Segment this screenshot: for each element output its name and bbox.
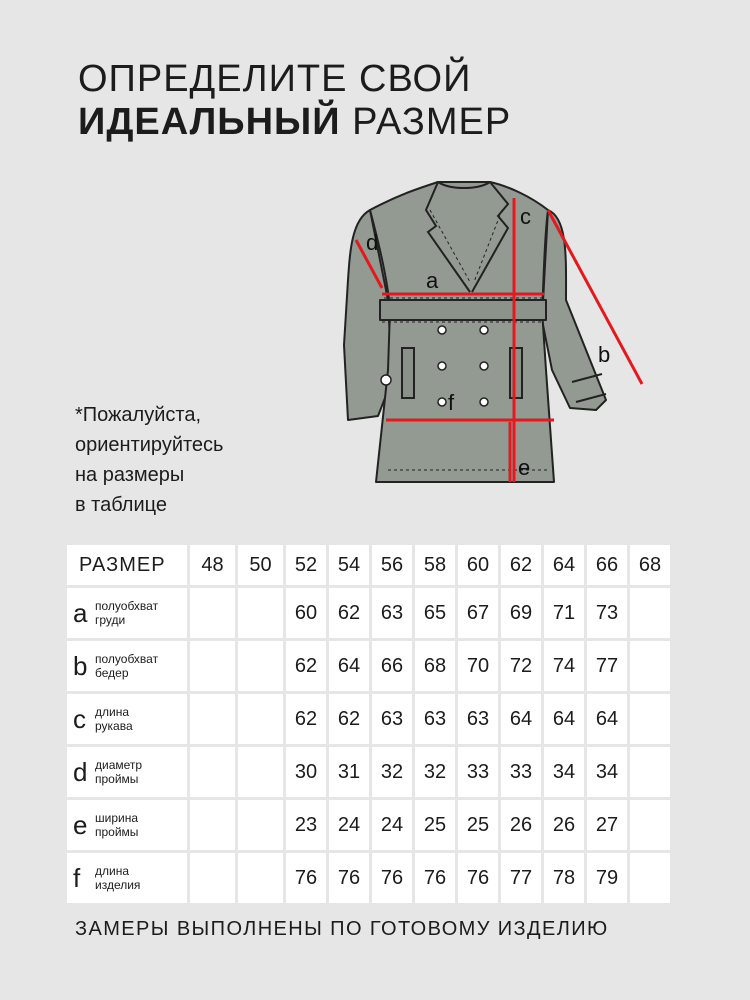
left-pocket: [402, 348, 414, 398]
size-chart-table: [64, 545, 673, 903]
value-cell: 65: [415, 585, 455, 638]
measure-description: [95, 705, 133, 733]
description-line: проймы: [95, 825, 139, 839]
value-cell: [190, 850, 235, 903]
header-label: РАЗМЕР: [79, 553, 166, 576]
value-cell: 24: [372, 797, 412, 850]
table-row: [67, 691, 670, 744]
value-cell: 30: [286, 744, 326, 797]
header-size: 62: [501, 545, 541, 585]
value-cell: 64: [501, 691, 541, 744]
header-size: 48: [190, 545, 235, 585]
value-cell: [238, 585, 283, 638]
value-cell: 73: [587, 585, 627, 638]
waist-band: [380, 300, 546, 320]
value-cell: 76: [286, 850, 326, 903]
title-bold-word: ИДЕАЛЬНЫЙ: [78, 101, 341, 143]
measure-label-cell: [67, 850, 187, 903]
measure-label-cell: [67, 797, 187, 850]
value-cell: 70: [458, 638, 498, 691]
diagram-label-a: a: [426, 268, 439, 293]
value-cell: 25: [415, 797, 455, 850]
value-cell: 32: [415, 744, 455, 797]
value-cell: 69: [501, 585, 541, 638]
header-size: 54: [329, 545, 369, 585]
right-pocket: [510, 348, 522, 398]
note-line: на размеры: [75, 464, 185, 486]
value-cell: 76: [372, 850, 412, 903]
value-cell: 63: [458, 691, 498, 744]
header-label-cell: [67, 545, 187, 585]
description-line: диаметр: [95, 758, 143, 772]
table-row: [67, 585, 670, 638]
value-cell: [238, 797, 283, 850]
page-title-line2: [78, 103, 511, 141]
measure-description: [95, 599, 158, 627]
description-line: проймы: [95, 772, 139, 786]
value-cell: [190, 744, 235, 797]
value-cell: 33: [458, 744, 498, 797]
value-cell: [238, 744, 283, 797]
value-cell: [190, 585, 235, 638]
value-cell: 68: [415, 638, 455, 691]
diagram-label-d: d: [366, 230, 379, 255]
value-cell: 34: [587, 744, 627, 797]
measure-letter: e: [73, 810, 88, 840]
value-cell: 26: [544, 797, 584, 850]
value-cell: 79: [587, 850, 627, 903]
value-cell: [630, 691, 670, 744]
measure-letter: d: [73, 757, 88, 787]
diagram-label-e: e: [518, 455, 531, 480]
value-cell: 76: [329, 850, 369, 903]
description-line: груди: [95, 613, 126, 627]
footer-note: ЗАМЕРЫ ВЫПОЛНЕНЫ ПО ГОТОВОМУ ИЗДЕЛИЮ: [75, 918, 609, 940]
table-header-row: [67, 545, 670, 585]
value-cell: 26: [501, 797, 541, 850]
value-cell: 25: [458, 797, 498, 850]
value-cell: 64: [544, 691, 584, 744]
measure-description: [95, 811, 138, 839]
value-cell: [630, 638, 670, 691]
measure-label-cell: [67, 744, 187, 797]
measure-letter: b: [73, 651, 88, 681]
size-note: [75, 400, 335, 520]
description-line: длина: [95, 864, 130, 878]
header-size: 52: [286, 545, 326, 585]
value-cell: 63: [372, 585, 412, 638]
title-rest-word: РАЗМЕР: [352, 101, 512, 143]
value-cell: 31: [329, 744, 369, 797]
note-line: в таблице: [75, 494, 167, 516]
value-cell: 32: [372, 744, 412, 797]
diagram-label-c: c: [520, 204, 531, 229]
note-line: ориентируйтесь: [75, 434, 224, 456]
measure-label: [67, 864, 187, 892]
measure-label-cell: [67, 585, 187, 638]
measure-letter: f: [73, 863, 81, 893]
value-cell: 71: [544, 585, 584, 638]
value-cell: 74: [544, 638, 584, 691]
measure-label-cell: [67, 691, 187, 744]
value-cell: 63: [372, 691, 412, 744]
value-cell: [190, 797, 235, 850]
table-row: [67, 797, 670, 850]
note-line: *Пожалуйста,: [75, 404, 202, 426]
value-cell: [190, 691, 235, 744]
value-cell: 78: [544, 850, 584, 903]
measure-description: [95, 652, 158, 680]
measure-label: [67, 599, 187, 627]
right-sleeve: [542, 210, 606, 410]
value-cell: 77: [587, 638, 627, 691]
description-line: полуобхват: [95, 652, 159, 666]
value-cell: 64: [329, 638, 369, 691]
value-cell: [190, 638, 235, 691]
diagram-label-b: b: [598, 342, 611, 367]
value-cell: 77: [501, 850, 541, 903]
value-cell: 72: [501, 638, 541, 691]
header-size: 56: [372, 545, 412, 585]
value-cell: 62: [329, 691, 369, 744]
value-cell: 76: [458, 850, 498, 903]
header-size: 64: [544, 545, 584, 585]
value-cell: 67: [458, 585, 498, 638]
value-cell: [238, 638, 283, 691]
description-line: длина: [95, 705, 130, 719]
header-size: 60: [458, 545, 498, 585]
header-size: 68: [630, 545, 670, 585]
value-cell: 60: [286, 585, 326, 638]
value-cell: [630, 797, 670, 850]
value-cell: 76: [415, 850, 455, 903]
measure-letter: a: [73, 598, 88, 628]
description-line: полуобхват: [95, 599, 159, 613]
value-cell: [630, 744, 670, 797]
value-cell: [630, 585, 670, 638]
header-size: 66: [587, 545, 627, 585]
description-line: бедер: [95, 666, 129, 680]
value-cell: 34: [544, 744, 584, 797]
table-row: [67, 638, 670, 691]
description-line: рукава: [95, 719, 133, 733]
description-line: изделия: [95, 878, 141, 892]
measure-letter: c: [73, 704, 86, 734]
description-line: ширина: [95, 811, 139, 825]
measure-label-cell: [67, 638, 187, 691]
page-title-line1: ОПРЕДЕЛИТЕ СВОЙ: [78, 58, 472, 100]
measure-description: [95, 758, 142, 786]
measure-label: [67, 758, 187, 786]
value-cell: 64: [587, 691, 627, 744]
value-cell: 27: [587, 797, 627, 850]
value-cell: [238, 850, 283, 903]
value-cell: 63: [415, 691, 455, 744]
value-cell: [630, 850, 670, 903]
diagram-label-f: f: [448, 390, 455, 415]
value-cell: [238, 691, 283, 744]
coat-diagram: [330, 170, 650, 490]
measure-label: [67, 705, 187, 733]
measure-label: [67, 652, 187, 680]
header-size: 50: [238, 545, 283, 585]
value-cell: 62: [286, 638, 326, 691]
table-row: [67, 850, 670, 903]
value-cell: 23: [286, 797, 326, 850]
value-cell: 62: [329, 585, 369, 638]
value-cell: 62: [286, 691, 326, 744]
header-size: 58: [415, 545, 455, 585]
value-cell: 24: [329, 797, 369, 850]
measure-description: [95, 864, 140, 892]
table-row: [67, 744, 670, 797]
measure-label: [67, 811, 187, 839]
value-cell: 66: [372, 638, 412, 691]
value-cell: 33: [501, 744, 541, 797]
